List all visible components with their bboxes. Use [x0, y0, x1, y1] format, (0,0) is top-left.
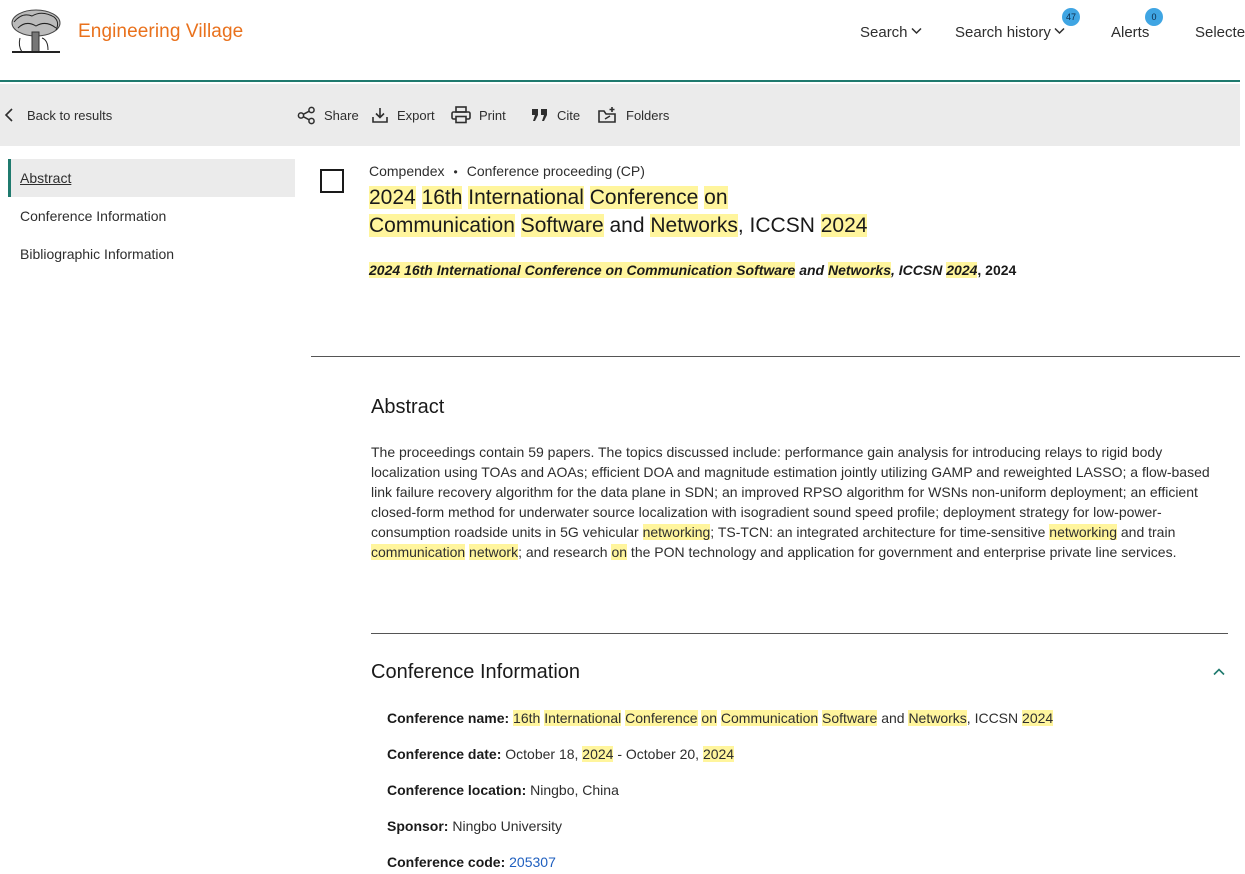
- abstract-segment: and train: [1116, 524, 1176, 540]
- abstract-segment: the PON technology and application for government and enterprise private line services.: [627, 544, 1177, 560]
- sponsor-row: [387, 818, 562, 834]
- conf-date-fragment: - October 20,: [613, 746, 703, 762]
- nav-search[interactable]: [860, 24, 922, 41]
- nav-search-label: Search: [860, 24, 908, 41]
- doc-type-label: Conference proceeding (CP): [466, 163, 645, 179]
- chevron-left-icon: [4, 108, 14, 122]
- share-icon: [297, 106, 316, 125]
- conf-name-fragment: on: [701, 710, 717, 726]
- source-fragment: 2024: [946, 262, 978, 278]
- separator-dot: •: [453, 165, 458, 179]
- title-fragment: International: [468, 186, 584, 209]
- source-year: , 2024: [977, 262, 1017, 278]
- conference-name-label: Conference name:: [387, 710, 510, 726]
- sidebar-item-bibliographic-information[interactable]: Bibliographic Information: [20, 246, 175, 262]
- conference-information-heading: Conference Information: [371, 661, 581, 683]
- record-meta: [369, 163, 645, 179]
- folder-add-icon: [598, 106, 618, 124]
- abstract-highlight: networking: [1049, 524, 1117, 540]
- sidebar-item-conference-information[interactable]: Conference Information: [20, 208, 167, 224]
- quote-icon: [531, 108, 549, 122]
- folders-button[interactable]: [598, 104, 669, 126]
- chevron-down-icon: [911, 27, 922, 35]
- conf-name-fragment: , ICCSN: [966, 710, 1019, 726]
- conference-date-row: [387, 746, 734, 762]
- conference-name-row: [387, 710, 1053, 726]
- title-fragment: Software: [520, 214, 604, 237]
- conf-name-fragment: Conference: [625, 710, 698, 726]
- cite-button[interactable]: [531, 104, 580, 126]
- export-button[interactable]: [371, 104, 435, 126]
- chevron-down-icon: [1054, 27, 1065, 35]
- conf-name-fragment: International: [544, 710, 622, 726]
- sponsor-label: Sponsor:: [387, 818, 449, 834]
- nav-selected-label: Selecte: [1195, 24, 1245, 41]
- source-fragment: Networks: [827, 262, 892, 278]
- conference-location-label: Conference location:: [387, 782, 527, 798]
- source-fragment: and: [799, 262, 825, 278]
- abstract-highlight: on: [611, 544, 628, 560]
- abstract-heading: Abstract: [371, 396, 445, 418]
- conference-location-row: [387, 782, 619, 798]
- title-fragment: Networks: [650, 214, 738, 237]
- select-record-checkbox[interactable]: [320, 169, 344, 193]
- abstract-highlight: networking: [642, 524, 711, 540]
- abstract-highlight: communication: [371, 544, 466, 560]
- top-header: [0, 0, 1245, 82]
- abstract-text: [371, 442, 1231, 562]
- sponsor-value: Ningbo University: [452, 818, 563, 834]
- conference-location-value: Ningbo, China: [530, 782, 619, 798]
- nav-search-history[interactable]: [955, 24, 1065, 41]
- abstract-segment: ; TS-TCN: an integrated architecture for time-sensitive: [710, 524, 1050, 540]
- printer-icon: [451, 106, 471, 124]
- source-fragment: , ICCSN: [891, 262, 943, 278]
- conf-name-fragment: 2024: [1022, 710, 1054, 726]
- record-title: [369, 184, 909, 240]
- record-toolbar: [0, 84, 1240, 146]
- sidebar-item-abstract[interactable]: Abstract: [8, 159, 295, 197]
- title-fragment: , ICCSN: [737, 214, 815, 237]
- conf-name-fragment: and: [881, 710, 905, 726]
- search-history-count-badge: 47: [1062, 8, 1080, 26]
- abstract-segment: The proceedings contain 59 papers. The topics discussed include: performance gain analysis for introducing relays to rigid body localization using TOAs and AOAs; efficient DOA and magnitude estimation jointly utilizing GAMP and reweighted LASSO; a flow-based link failure recovery algorithm for the data plane in SDN; an improved RPSO algorithm for WSNs non-uniform deployment; an efficient closed-form method for underwater source localization with isogradient sound speed profile; deployment strategy for low-power-consumption roadside units in 5G vehicular: [371, 444, 1210, 540]
- nav-search-history-label: Search history: [955, 24, 1051, 41]
- alerts-count-badge: 0: [1145, 8, 1163, 26]
- conference-code-row: [387, 854, 556, 870]
- abstract-highlight: network: [469, 544, 519, 560]
- section-divider: [371, 633, 1228, 634]
- elsevier-tree-logo-icon[interactable]: [8, 8, 64, 58]
- conf-date-fragment: October 18,: [505, 746, 583, 762]
- nav-selected[interactable]: [1195, 24, 1245, 41]
- conf-name-fragment: 16th: [513, 710, 541, 726]
- back-to-results-link[interactable]: [4, 104, 112, 126]
- back-to-results-label: Back to results: [27, 107, 113, 123]
- download-icon: [371, 106, 389, 124]
- conf-name-fragment: Networks: [908, 710, 967, 726]
- conf-name-fragment: Communication: [720, 710, 819, 726]
- conference-date-label: Conference date:: [387, 746, 502, 762]
- export-label: Export: [397, 107, 435, 123]
- conf-date-fragment: 2024: [582, 746, 614, 762]
- folders-label: Folders: [626, 107, 670, 123]
- title-fragment: Communication: [369, 214, 515, 237]
- share-button[interactable]: [297, 104, 359, 126]
- print-button[interactable]: [451, 104, 506, 126]
- section-divider: [311, 356, 1240, 357]
- print-label: Print: [479, 107, 506, 123]
- cite-label: Cite: [557, 107, 581, 123]
- title-fragment: on: [704, 186, 728, 209]
- record-source: [369, 262, 1016, 278]
- title-fragment: and: [609, 214, 645, 237]
- nav-alerts-label: Alerts: [1111, 24, 1150, 41]
- title-fragment: 2024: [369, 186, 416, 209]
- source-fragment: 2024 16th International Conference on Communication Software: [369, 262, 796, 278]
- conf-date-fragment: 2024: [702, 746, 735, 762]
- title-fragment: 16th: [421, 186, 463, 209]
- database-label: Compendex: [369, 163, 445, 179]
- title-fragment: Conference: [589, 186, 699, 209]
- chevron-up-icon[interactable]: [1211, 664, 1227, 680]
- conference-code-label: Conference code:: [387, 854, 506, 870]
- abstract-segment: ; and research: [518, 544, 612, 560]
- title-fragment: 2024: [820, 214, 868, 237]
- nav-alerts[interactable]: [1111, 24, 1149, 41]
- brand-name[interactable]: Engineering Village: [78, 21, 244, 42]
- share-label: Share: [324, 107, 359, 123]
- conference-code-link[interactable]: 205307: [509, 854, 556, 870]
- conf-name-fragment: Software: [822, 710, 878, 726]
